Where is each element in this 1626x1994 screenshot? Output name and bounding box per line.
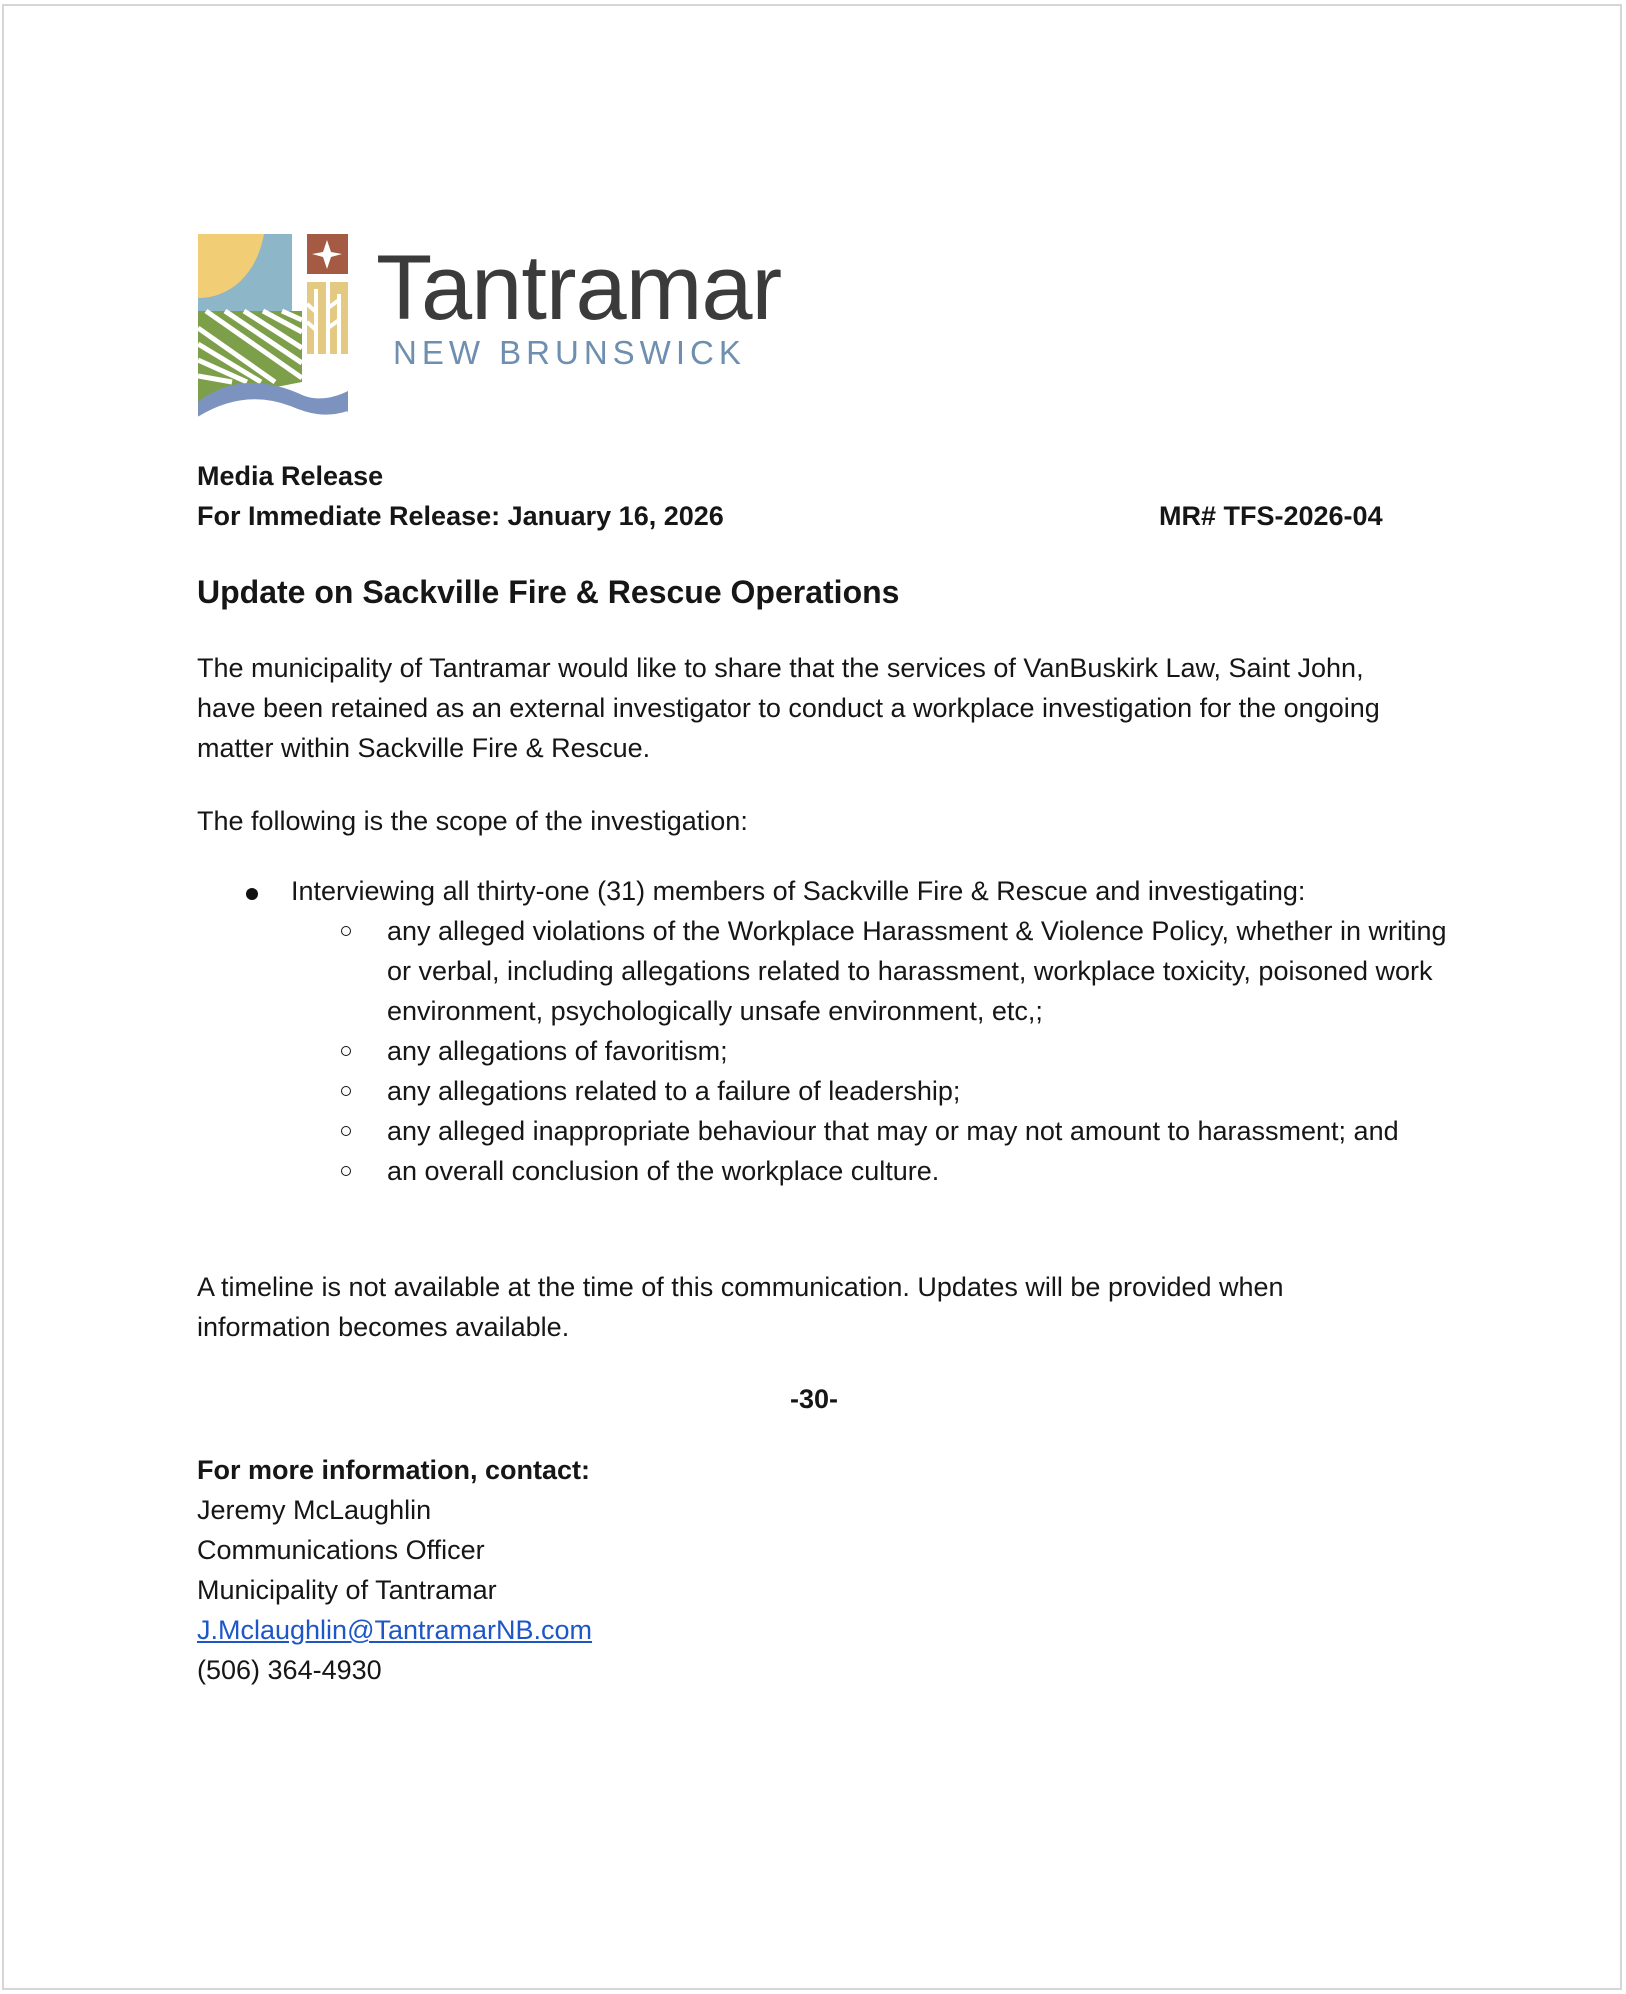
investigation-scope-list: [197, 871, 1457, 1191]
page-title: Update on Sackville Fire & Rescue Operations: [197, 574, 900, 610]
contact-phone: (506) 364-4930: [197, 1655, 382, 1685]
list-item: [291, 1151, 1457, 1191]
tantramar-logo-mark-icon: [198, 234, 348, 419]
brand-subtitle: NEW BRUNSWICK: [393, 334, 746, 371]
bullet-main-text: Interviewing all thirty-one (31) members of Sackville Fire & Rescue and investigating:: [291, 876, 1306, 906]
list-item: [291, 1111, 1457, 1151]
sub-item-text: an overall conclusion of the workplace culture.: [387, 1156, 940, 1186]
tantramar-logo: [198, 234, 848, 419]
contact-name: Jeremy McLaughlin: [197, 1495, 432, 1525]
sub-bullet-icon: [341, 1086, 351, 1096]
contact-heading: For more information, contact:: [197, 1455, 591, 1485]
brand-name: Tantramar: [376, 237, 782, 339]
body-paragraph-intro: The municipality of Tantramar would like to share that the services of VanBuskirk Law, Saint John, have been retained as an external investigator to conduct a workplace investigation for the ongoing matter within Sackville Fire & Rescue.: [197, 653, 1380, 763]
sub-item-text: any alleged violations of the Workplace Harassment & Violence Policy, whether in writing or verbal, including allegations related to harassment, workplace toxicity, poisoned work environment, psychologically unsafe environment, etc,;: [387, 916, 1447, 1026]
sub-item-text: any alleged inappropriate behaviour that may or may not amount to harassment; and: [387, 1116, 1399, 1146]
release-type: Media Release: [197, 461, 384, 491]
release-date: For Immediate Release: January 16, 2026: [197, 501, 724, 531]
release-number: MR# TFS-2026-04: [1159, 501, 1383, 531]
sub-bullet-icon: [341, 1046, 351, 1056]
sub-item-text: any allegations of favoritism;: [387, 1036, 728, 1066]
list-item: [291, 1031, 1457, 1071]
sub-bullet-icon: [341, 1126, 351, 1136]
sub-bullet-icon: [341, 926, 351, 936]
list-item: [291, 911, 1457, 1031]
end-marker: -30-: [790, 1384, 839, 1414]
list-item: [197, 871, 1457, 1191]
bullet-icon: [246, 888, 258, 900]
contact-block: [197, 1450, 592, 1690]
contact-title: Communications Officer: [197, 1535, 485, 1565]
list-item: [291, 1071, 1457, 1111]
contact-email-link[interactable]: J.Mclaughlin@TantramarNB.com: [197, 1615, 593, 1645]
document-page: [2, 4, 1622, 1990]
sub-item-text: any allegations related to a failure of leadership;: [387, 1076, 961, 1106]
body-paragraph-timeline: A timeline is not available at the time of this communication. Updates will be provided when information becomes available.: [197, 1272, 1284, 1342]
body-paragraph-scope: The following is the scope of the investigation:: [197, 806, 748, 836]
contact-organization: Municipality of Tantramar: [197, 1575, 497, 1605]
sub-bullet-icon: [341, 1166, 351, 1176]
sub-list: [291, 911, 1457, 1191]
